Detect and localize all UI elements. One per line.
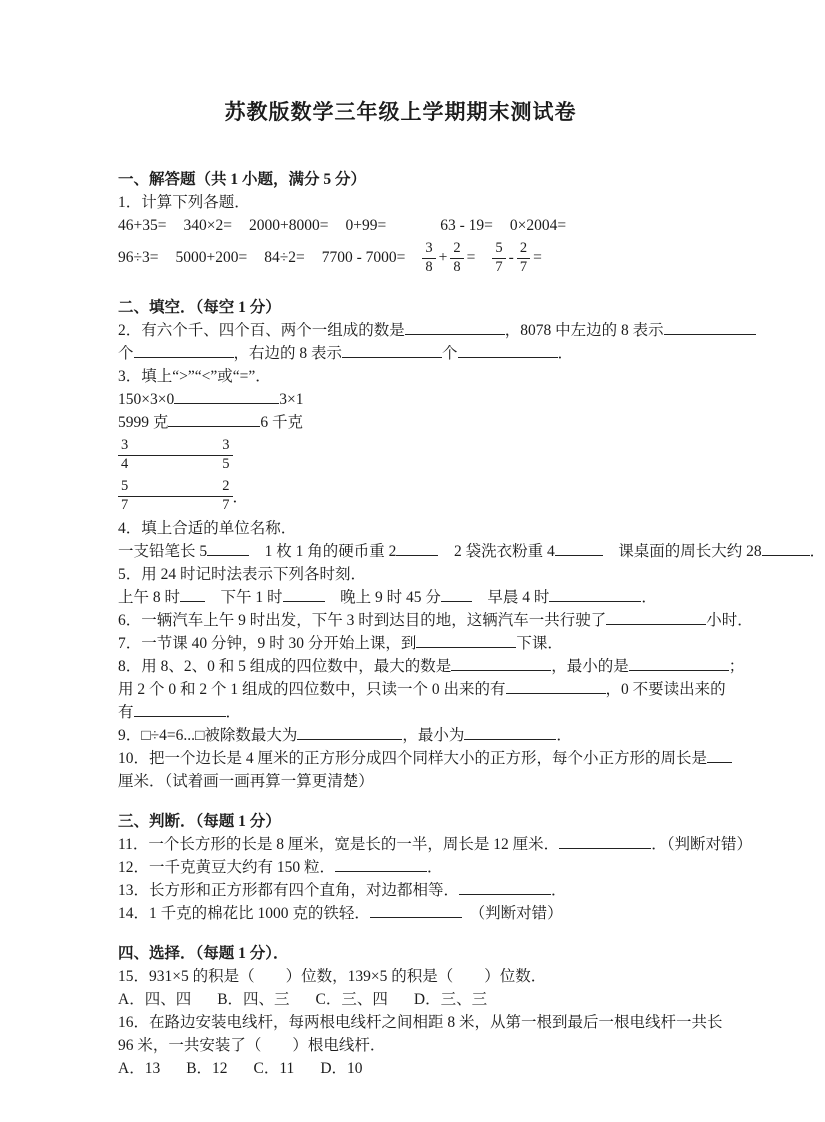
calc-row-1 <box>118 214 683 237</box>
blank-line <box>762 542 810 556</box>
option-d: D．三、三 <box>413 991 488 1008</box>
text: ． <box>557 345 574 362</box>
text: 10．把一个边长是 4 厘米的正方形分成四个同样大小的正方形，每个小正方形的周长是 <box>118 750 708 767</box>
text: 晚上 9 时 45 分 <box>340 589 441 606</box>
text: 13．长方形和正方形都有四个直角，对边都相等． <box>118 882 460 899</box>
fraction <box>450 241 463 274</box>
text: 课桌面的周长大约 28 <box>618 543 762 560</box>
question-7 <box>118 632 683 655</box>
option-a: A．13 <box>118 1060 161 1077</box>
text: 14．1 千克的棉花比 1000 克的铁轻． <box>118 905 370 922</box>
calc-item: 63 - 19= <box>440 216 493 234</box>
blank-line <box>207 542 249 556</box>
fraction-subtraction <box>492 241 541 274</box>
question-15-options <box>118 988 683 1011</box>
text: 3×1 <box>279 391 304 408</box>
question-12 <box>118 856 683 879</box>
numerator: 3 <box>219 438 232 455</box>
blank-line <box>283 588 325 602</box>
question-8-line3 <box>118 701 683 724</box>
question-9 <box>118 724 683 747</box>
text: 7．一节课 40 分钟，9 时 30 分开始上课，到 <box>118 635 417 652</box>
denominator: 7 <box>495 258 503 275</box>
blank-line <box>416 634 516 648</box>
question-2-line1 <box>118 319 683 342</box>
denominator: 5 <box>222 455 230 472</box>
blank-line <box>180 588 205 602</box>
calc-item: 2000+8000= <box>248 216 329 234</box>
text: 12．一千克黄豆大约有 150 粒． <box>118 859 336 876</box>
calc-item: 46+35= <box>118 216 167 234</box>
text: ． <box>427 859 443 876</box>
text: ，右边的 8 表示 <box>233 345 343 362</box>
page-title: 苏教版数学三年级上学期期末测试卷 <box>224 100 577 124</box>
option-d: D．10 <box>320 1060 363 1077</box>
blank-line <box>559 835 651 849</box>
calc-item: 340×2= <box>183 216 232 234</box>
text: ． <box>551 882 567 899</box>
calc-item: 96÷3= <box>118 249 159 266</box>
text: 1 枚 1 角的硬币重 2 <box>264 543 397 560</box>
calc-item: 5000+200= <box>175 249 248 266</box>
question-16-line2: 96 米，一共安装了（ ）根电线杆． <box>118 1037 386 1054</box>
period: ． <box>232 489 249 506</box>
blank-line <box>405 321 505 335</box>
blank-line <box>335 858 427 872</box>
numerator: 5 <box>118 479 131 496</box>
text: ，0 不要读出来的 <box>605 681 726 698</box>
blank-line <box>131 455 219 456</box>
denominator: 4 <box>121 455 129 472</box>
text: 6．一辆汽车上午 9 时出发，下午 3 时到达目的地，这辆汽车一共行驶了 <box>118 612 607 629</box>
text: ．（判断对错） <box>651 836 752 853</box>
section4-heading: 四、选择．（每题 1 分）． <box>118 945 289 962</box>
text: 用 2 个 0 和 2 个 1 组成的四位数中，只读一个 0 出来的有 <box>118 681 506 698</box>
blank-line <box>174 390 279 404</box>
text: 上午 8 时 <box>118 589 181 606</box>
text: 9．□÷4=6...□被除数最大为 <box>118 727 298 744</box>
blank-line <box>168 413 260 427</box>
text: ． <box>809 543 825 560</box>
blank-line <box>396 542 438 556</box>
text: 5999 克 <box>118 414 169 431</box>
numerator: 2 <box>450 241 463 258</box>
text: ． <box>641 589 657 606</box>
blank-line <box>441 588 472 602</box>
calc-item: 0×2004= <box>509 216 567 234</box>
blank-line <box>342 344 442 358</box>
text: 有 <box>118 704 134 721</box>
question-13 <box>118 879 683 902</box>
numerator: 3 <box>118 438 131 455</box>
numerator: 5 <box>492 241 505 258</box>
calc-item: 7700 - 7000= <box>321 249 406 266</box>
blank-line <box>458 344 558 358</box>
question-8-line1 <box>118 655 745 678</box>
blank-line <box>134 703 226 717</box>
blank-line <box>459 881 551 895</box>
text: 下午 1 时 <box>220 589 283 606</box>
equals-sign: = <box>466 249 476 266</box>
section1-heading: 一、解答题（共 1 小题，满分 5 分） <box>118 171 367 188</box>
blank-line <box>297 726 402 740</box>
text: 个 <box>442 345 458 362</box>
question-2-line2 <box>118 342 683 365</box>
option-a: A．四、四 <box>118 991 192 1008</box>
blank-line <box>707 749 732 763</box>
blank-line <box>629 657 729 671</box>
question-10-line2: 厘米．（试着画一画再算一算更清楚） <box>118 773 374 790</box>
question-8-line2 <box>118 678 726 701</box>
denominator: 7 <box>519 258 528 275</box>
text: ． <box>556 727 572 744</box>
text: ，最小为 <box>402 727 465 744</box>
question-10-line1 <box>118 747 708 770</box>
fraction <box>517 241 530 274</box>
numerator: 2 <box>517 241 530 258</box>
question-14 <box>118 902 683 925</box>
blank-line <box>131 496 219 497</box>
question-4: 4．填上合适的单位名称． <box>118 520 297 537</box>
question-16-options <box>118 1057 683 1080</box>
denominator: 8 <box>425 258 433 275</box>
fraction <box>219 479 232 512</box>
question-3-compare1 <box>118 388 683 411</box>
text: 早晨 4 时 <box>487 589 550 606</box>
text: 2 袋洗衣粉重 4 <box>453 543 555 560</box>
fraction-addition <box>422 241 475 274</box>
text: ，8078 中左边的 8 表示 <box>504 322 664 339</box>
text: 小时． <box>706 612 753 629</box>
calc-item: 84÷2= <box>264 249 305 266</box>
question-3: 3．填上“>”“<”或“=”． <box>118 368 271 385</box>
text: 150×3×0 <box>118 391 175 408</box>
question-11 <box>118 833 752 856</box>
numerator: 3 <box>422 241 435 258</box>
fraction <box>492 241 505 274</box>
text: 11．一个长方形的长是 8 厘米，宽是长的一半，周长是 12 厘米． <box>118 836 560 853</box>
text: 2．有六个千、四个百、两个一组成的数是 <box>118 322 405 339</box>
option-c: C．11 <box>253 1060 295 1077</box>
denominator: 7 <box>121 496 129 513</box>
blank-line <box>451 657 551 671</box>
question-3-fraction-compare2 <box>118 476 683 516</box>
text: ． <box>225 704 242 721</box>
calc-item: 0+99= <box>345 216 387 234</box>
blank-line <box>664 321 756 335</box>
fraction <box>219 438 232 471</box>
question-5-times <box>118 586 683 609</box>
text: 一支铅笔长 5 <box>118 543 208 560</box>
question-4-units <box>118 540 825 563</box>
denominator: 7 <box>222 496 230 513</box>
question-3-fraction-compare1 <box>118 435 683 475</box>
text: （判断对错） <box>477 905 563 922</box>
section3-heading: 三、判断．（每题 1 分） <box>118 813 281 830</box>
question-6 <box>118 609 753 632</box>
denominator: 8 <box>453 258 461 275</box>
option-c: C．三、四 <box>315 991 388 1008</box>
blank-line <box>134 344 234 358</box>
text: 下课． <box>516 635 563 652</box>
fraction <box>118 479 131 512</box>
option-b: B．12 <box>186 1060 228 1077</box>
numerator: 2 <box>219 479 232 496</box>
fraction <box>118 438 131 471</box>
blank-line <box>506 680 606 694</box>
fraction <box>422 241 435 274</box>
blank-line <box>549 588 641 602</box>
question-15: 15．931×5 的积是（ ）位数，139×5 的积是（ ）位数． <box>118 968 547 985</box>
operator: - <box>508 249 514 266</box>
text: 8．用 8、2、0 和 5 组成的四位数中，最大的数是 <box>118 658 452 675</box>
question-16-line1: 16．在路边安装电线杆，每两根电线杆之间相距 8 米，从第一根到最后一根电线杆一共长 <box>118 1014 723 1031</box>
question-1: 1．计算下列各题． <box>118 194 250 211</box>
section2-heading: 二、填空．（每空 1 分） <box>118 299 281 316</box>
text: ； <box>728 658 745 675</box>
option-b: B．四、三 <box>217 991 290 1008</box>
text: ，最小的是 <box>551 658 629 675</box>
blank-line <box>370 904 462 918</box>
blank-line <box>606 611 706 625</box>
blank-line <box>555 542 603 556</box>
question-3-compare2 <box>118 411 683 434</box>
text: 6 千克 <box>260 414 304 431</box>
calc-row-2 <box>118 237 683 279</box>
blank-line <box>464 726 556 740</box>
equals-sign: = <box>533 249 542 266</box>
question-5: 5．用 24 时记时法表示下列各时刻． <box>118 566 367 583</box>
text: 个 <box>118 345 134 362</box>
operator: + <box>438 249 448 266</box>
